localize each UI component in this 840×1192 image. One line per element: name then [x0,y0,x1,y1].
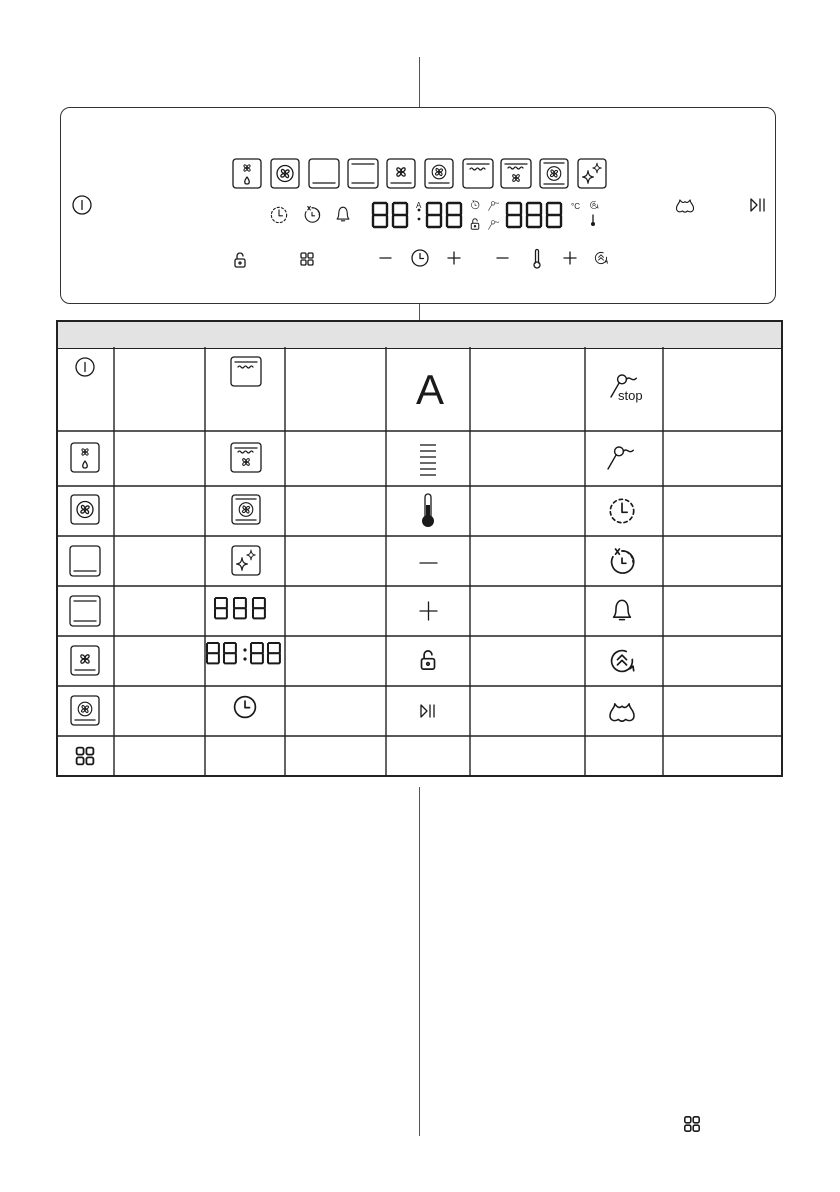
footer-menu-icon-wrap [680,1112,704,1136]
footer-menu-icon [685,1117,699,1131]
legend-bottom-heat-icon [70,546,100,576]
legend-start-pause-icon [421,705,434,717]
legend-bell-icon [614,600,631,619]
legend-fan-drop-icon [71,443,99,472]
legend-fan-ring-bottom-icon [71,696,99,725]
legend-sparkle-clean-icon [232,546,260,575]
legend-temp-display-icon [215,598,265,618]
legend-fan-bottom-icon [71,646,99,675]
legend-grill-fan-icon [231,443,261,472]
legend-clock-icon [235,697,256,718]
legend-letter-a: A [416,366,445,413]
legend-fan-ring-full-icon [232,495,260,524]
bottom-leader-line [419,787,420,1136]
legend-fan-ring-icon [71,495,99,524]
time-flag-a: A [416,201,422,210]
legend-thermometer-filled-icon [422,494,434,527]
legend-menu-icon [77,748,94,765]
legend-time-display-icon [207,643,280,663]
legend-probe-stop-icon [611,375,643,403]
svg-text:stop: stop [618,388,643,403]
legend-fast-heat-icon [609,648,636,675]
legend-end-time-icon [612,549,634,573]
temp-unit: °C [571,202,580,211]
legend-level-bars-icon [420,445,436,475]
legend-lock-icon [422,651,435,669]
legend-power-icon [76,358,94,376]
legend-steam-clean-icon [610,704,634,721]
legend-grill-icon [231,357,261,386]
legend-probe-icon [608,447,633,469]
legend-duration-icon [610,499,633,522]
legend-top-bottom-heat-icon [70,596,100,626]
legend-plus-icon [420,602,437,620]
